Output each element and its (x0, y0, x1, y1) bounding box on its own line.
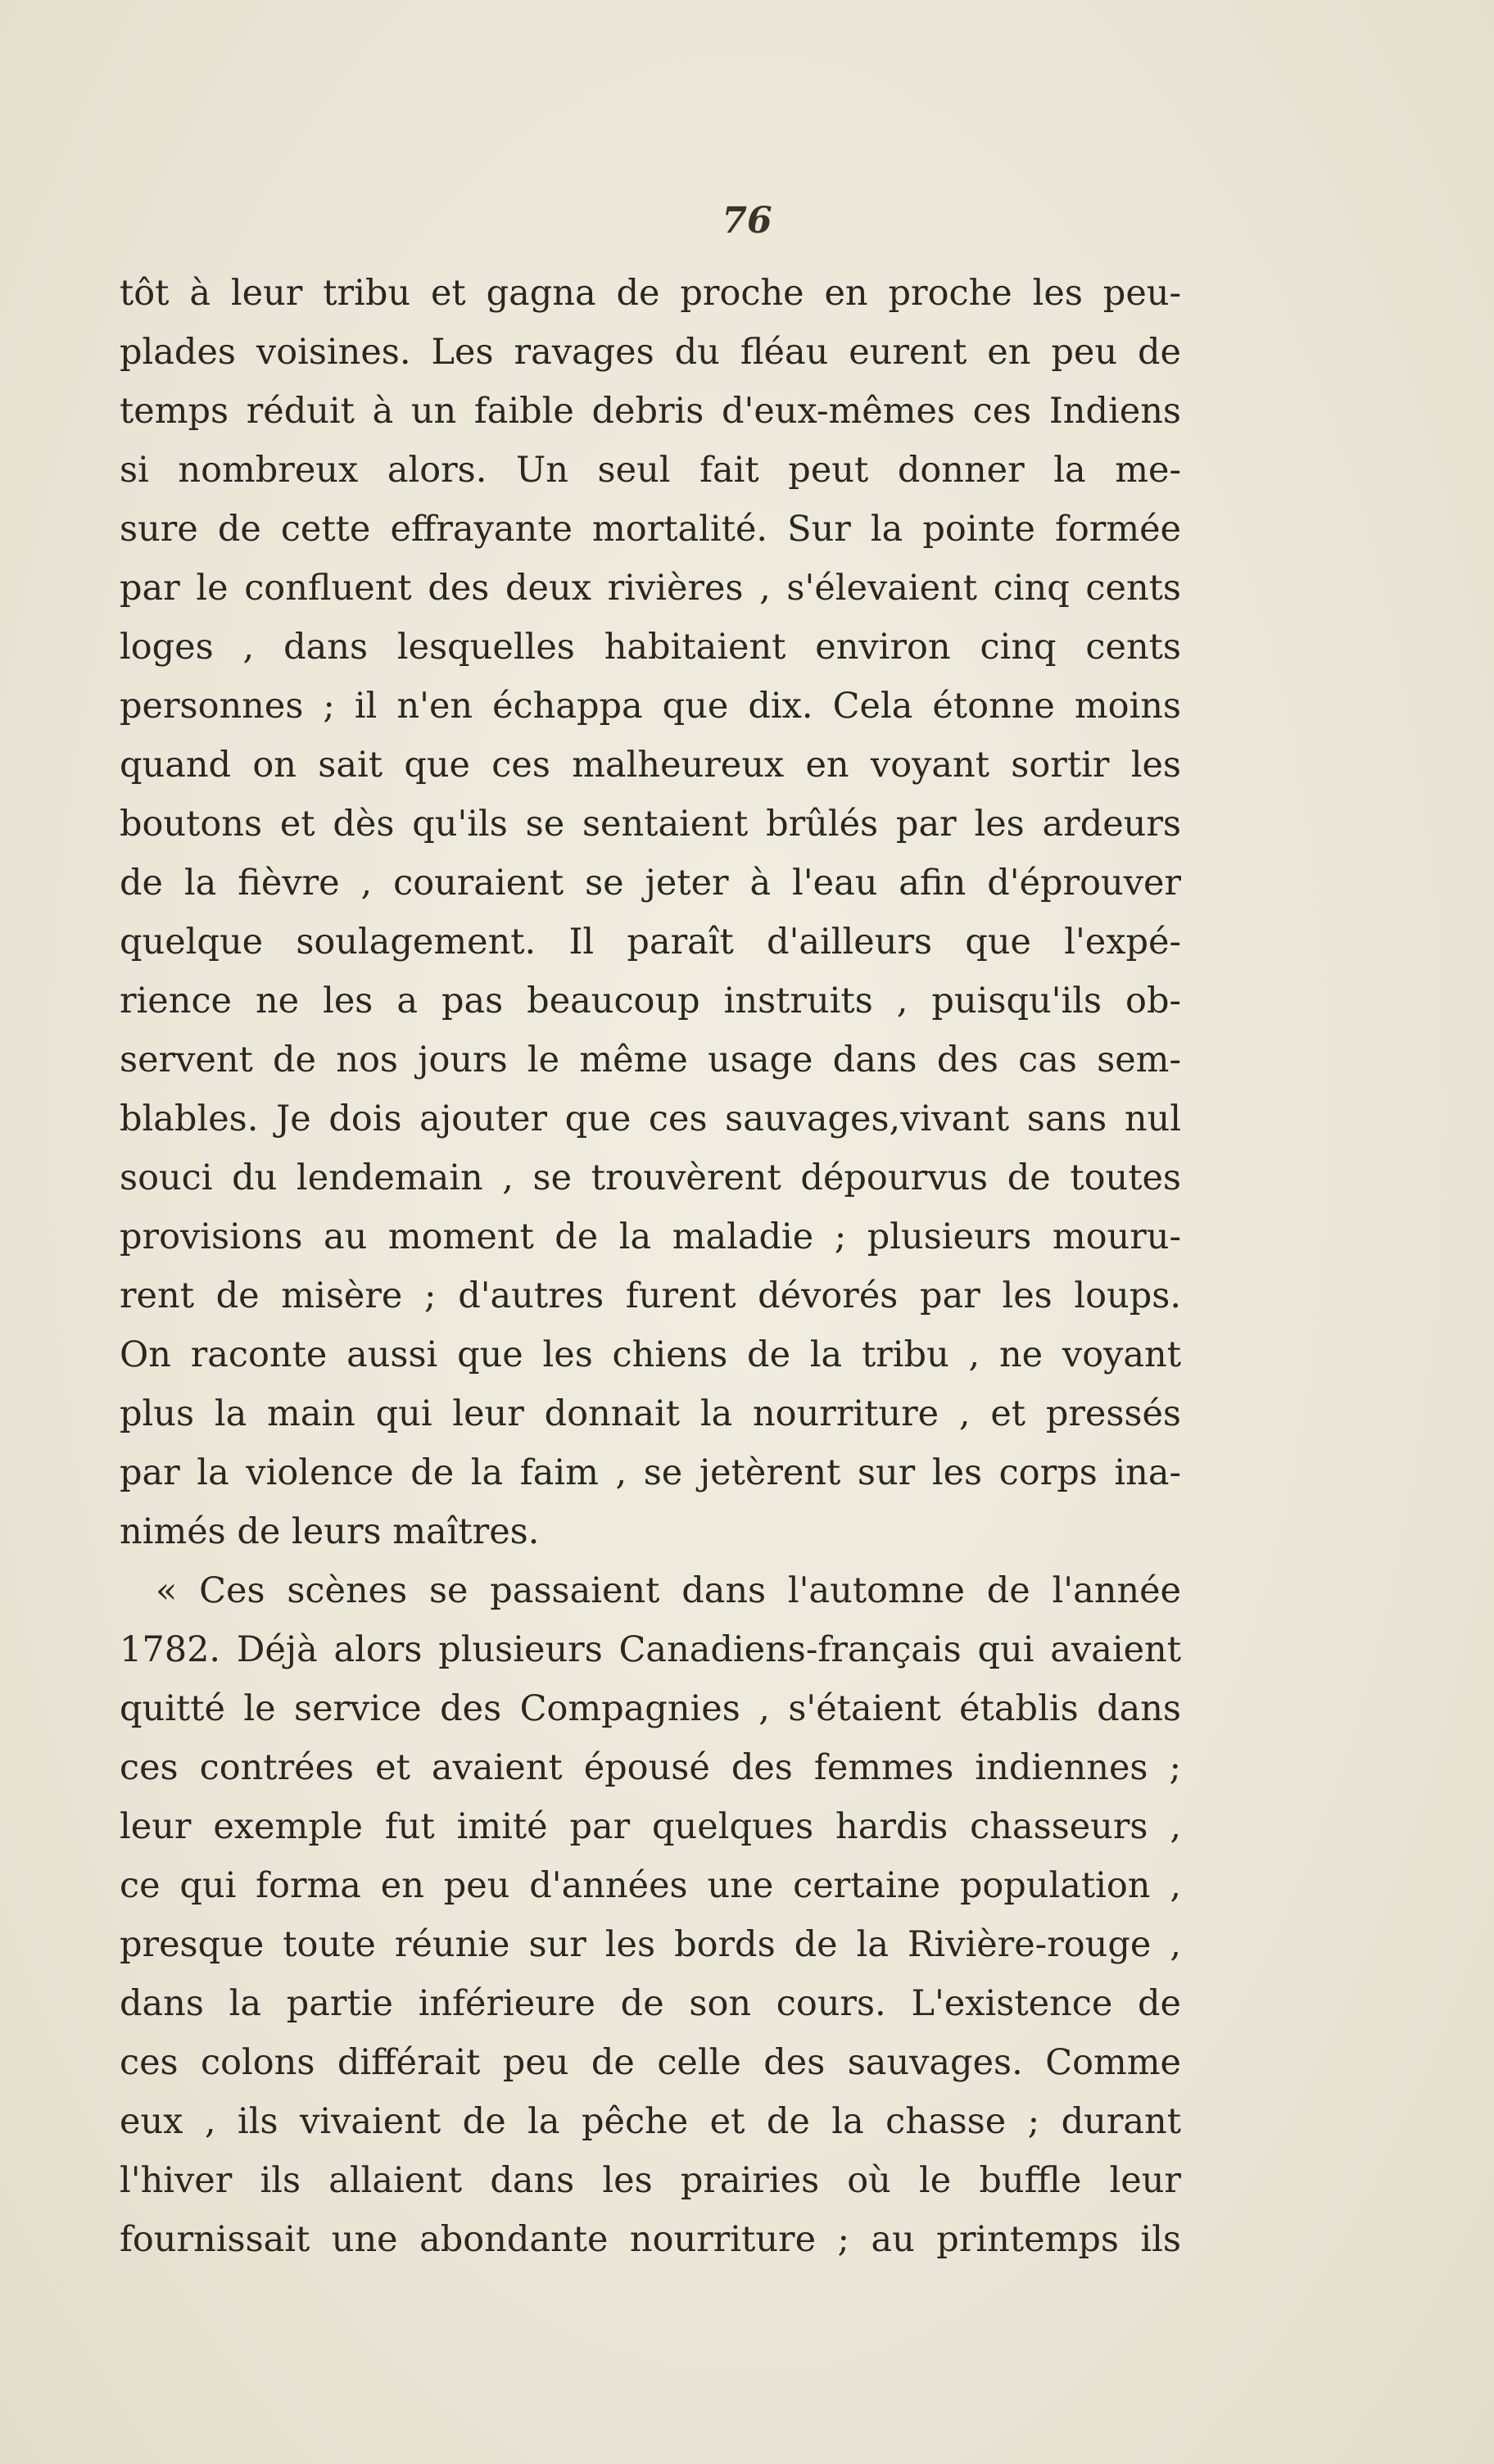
text-line: fournissait une abondante nourriture ; au printemps ils (120, 2219, 1181, 2260)
text-line-paragraph-end: nimés de leurs maîtres. (120, 1511, 540, 1552)
body-text (120, 264, 1181, 2269)
text-line: l'hiver ils allaient dans les prairies où le buffle leur (120, 2160, 1181, 2201)
text-line: dans la partie inférieure de son cours. L'existence de (120, 1983, 1181, 2024)
text-line: plades voisines. Les ravages du fléau eurent en peu de (120, 332, 1181, 373)
text-line: quitté le service des Compagnies , s'étaient établis dans (120, 1688, 1181, 1729)
text-line: blables. Je dois ajouter que ces sauvages,vivant sans nul (120, 1098, 1181, 1139)
text-line: loges , dans lesquelles habitaient environ cinq cents (120, 627, 1181, 668)
text-line: ces contrées et avaient épousé des femmes indiennes ; (120, 1747, 1181, 1788)
text-line: plus la main qui leur donnait la nourriture , et pressés (120, 1393, 1181, 1434)
text-line: si nombreux alors. Un seul fait peut donner la me- (120, 450, 1181, 491)
text-line: ces colons différait peu de celle des sauvages. Comme (120, 2042, 1181, 2083)
text-line: quelque soulagement. Il paraît d'ailleurs que l'expé- (120, 922, 1181, 962)
text-line: provisions au moment de la maladie ; plusieurs mouru- (120, 1216, 1181, 1257)
text-line: ce qui forma en peu d'années une certaine population , (120, 1865, 1181, 1906)
text-line: rience ne les a pas beaucoup instruits , puisqu'ils ob- (120, 981, 1181, 1021)
text-line: tôt à leur tribu et gagna de proche en proche les peu- (120, 273, 1181, 314)
text-line: souci du lendemain , se trouvèrent dépourvus de toutes (120, 1157, 1181, 1198)
text-line: personnes ; il n'en échappa que dix. Cela étonne moins (120, 686, 1181, 727)
text-line: leur exemple fut imité par quelques hardis chasseurs , (120, 1806, 1181, 1847)
page-number: 76 (722, 200, 772, 242)
text-line: quand on sait que ces malheureux en voyant sortir les (120, 745, 1181, 786)
text-line-paragraph-start: « Ces scènes se passaient dans l'automne de l'année (156, 1570, 1181, 1611)
text-line: rent de misère ; d'autres furent dévorés par les loups. (120, 1275, 1181, 1316)
text-line: presque toute réunie sur les bords de la Rivière-rouge , (120, 1924, 1181, 1965)
text-line: 1782. Déjà alors plusieurs Canadiens-français qui avaient (120, 1629, 1181, 1670)
text-line: sure de cette effrayante mortalité. Sur la pointe formée (120, 509, 1181, 550)
text-line: par la violence de la faim , se jetèrent sur les corps ina- (120, 1452, 1181, 1493)
text-line: de la fièvre , couraient se jeter à l'eau afin d'éprouver (120, 863, 1181, 904)
text-line: par le confluent des deux rivières , s'élevaient cinq cents (120, 568, 1181, 609)
text-line: servent de nos jours le même usage dans des cas sem- (120, 1040, 1181, 1080)
text-line: eux , ils vivaient de la pêche et de la chasse ; durant (120, 2101, 1181, 2142)
text-line: temps réduit à un faible debris d'eux-mêmes ces Indiens (120, 391, 1181, 432)
text-line: boutons et dès qu'ils se sentaient brûlés par les ardeurs (120, 804, 1181, 845)
text-line: On raconte aussi que les chiens de la tribu , ne voyant (120, 1334, 1181, 1375)
